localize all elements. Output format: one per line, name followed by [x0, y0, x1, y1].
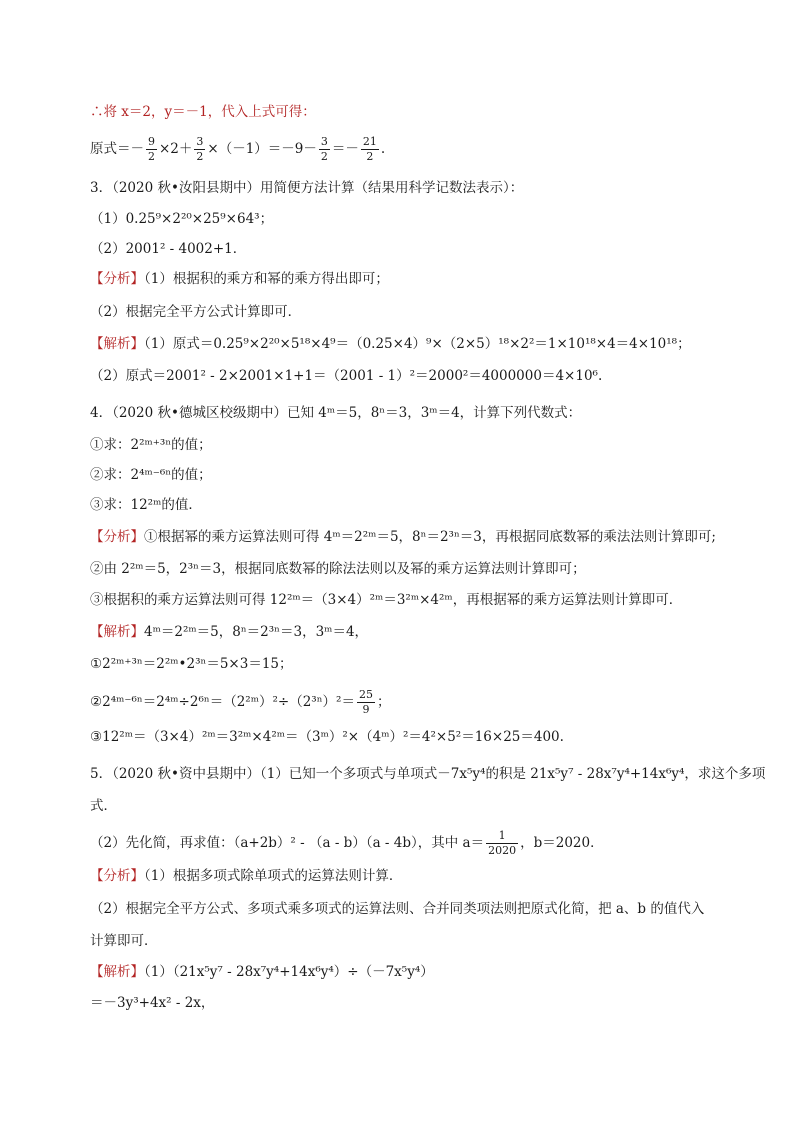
q3-header: 3．（2020 秋•汝阳县期中）用简便方法计算（结果用科学记数法表示）： — [90, 180, 524, 196]
q3-solution-1 — [90, 335, 691, 353]
substitute-line: ∴将 x＝2，y＝－1，代入上式可得： — [90, 104, 316, 120]
q3-analysis-2: （2）根据完全平方公式计算即可． — [90, 304, 302, 320]
q3-solution-2: （2）原式＝2001² - 2×2001×1+1＝（2001 - 1）²＝2000²＝4000000＝4×10⁶. — [90, 368, 603, 384]
solution-tag: 【解析】 — [90, 964, 144, 980]
q4-step-3: ③求：12²ᵐ的值． — [90, 497, 202, 513]
result-line — [90, 135, 385, 164]
q4-analysis-2: ②由 2²ᵐ＝5，2³ⁿ＝3，根据同底数幂的除法法则以及幂的乘方运算法则计算即可； — [90, 561, 586, 577]
fraction: $\frac{3}{2}$ — [196, 135, 204, 163]
q4-solution-0 — [90, 623, 368, 641]
solution-text: （1）（21x⁵y⁷ - 28x⁷y⁴+14x⁶y⁴）÷（－7x⁵y⁴） — [144, 964, 434, 980]
q4-solution-2 — [90, 688, 390, 717]
q5-analysis-1 — [90, 867, 402, 885]
fraction: $\frac{1}{2020}$ — [488, 829, 517, 857]
analysis-tag: 【分析】 — [90, 271, 144, 287]
result-text: ×（－1）＝－9－ — [207, 141, 317, 157]
analysis-tag: 【分析】 — [90, 868, 144, 884]
result-text: . — [380, 141, 386, 157]
q4-solution-3: ③12²ᵐ＝（3×4）²ᵐ＝3²ᵐ×4²ᵐ＝（3ᵐ）²×（4ᵐ）²＝4²×5²＝16×25＝400. — [90, 729, 564, 745]
solution-text: ； — [376, 694, 391, 710]
q5-header-cont: 式． — [90, 798, 117, 814]
solution-text: 4ᵐ＝2²ᵐ＝5，8ⁿ＝2³ⁿ＝3，3ᵐ＝4， — [144, 624, 369, 640]
q4-analysis-3: ③根据积的乘方运算法则可得 12²ᵐ＝（3×4）²ᵐ＝3²ᵐ×4²ᵐ，再根据幂的乘方运算法则计算即可． — [90, 592, 683, 608]
fraction: $\frac{21}{2}$ — [362, 135, 377, 163]
q5-analysis-2: （2）根据完全平方公式、多项式乘多项式的运算法则、合并同类项法则把原式化简，把 a、b 的值代入 — [90, 901, 705, 917]
solution-text: ②2⁴ᵐ⁻⁶ⁿ＝2⁴ᵐ÷2⁶ⁿ＝（2²ᵐ）²÷（2³ⁿ）²＝ — [90, 694, 355, 710]
fraction: $\frac{9}{2}$ — [148, 135, 155, 163]
part-text: （2）先化简，再求值：（a+2b）² - （a - b）（a - 4b），其中 a＝ — [90, 835, 485, 851]
q4-solution-1: ①2²ᵐ⁺³ⁿ＝2²ᵐ•2³ⁿ＝5×3＝15； — [90, 656, 293, 672]
q5-analysis-3: 计算即可． — [90, 933, 158, 949]
q4-step-1: ①求：2²ᵐ⁺³ⁿ的值； — [90, 437, 212, 453]
part-text: ，b＝2020． — [520, 835, 604, 851]
q4-header: 4．（2020 秋•德城区校级期中）已知 4ᵐ＝5，8ⁿ＝3，3ᵐ＝4，计算下列代数式： — [90, 405, 582, 421]
q3-part-2: （2）2001² - 4002+1． — [90, 241, 247, 257]
analysis-text: （1）根据积的乘方和幂的乘方得出即可； — [144, 271, 389, 287]
solution-text: （1）原式＝0.25⁹×2²⁰×5¹⁸×4⁹＝（0.25×4）⁹×（2×5）¹⁸×2²＝1×10¹⁸×4＝4×10¹⁸； — [144, 336, 691, 352]
analysis-text: ①根据幂的乘方运算法则可得 4ᵐ＝2²ᵐ＝5，8ⁿ＝2³ⁿ＝3，再根据同底数幂的乘法法则计算即可; — [144, 529, 716, 545]
q5-solution-1 — [90, 963, 434, 981]
analysis-text: （1）根据多项式除单项式的运算法则计算． — [144, 868, 403, 884]
q5-part-2 — [90, 829, 604, 858]
q5-header: 5．（2020 秋•资中县期中）（1）已知一个多项式与单项式－7x⁵y⁴的积是 21x⁵y⁷ - 28x⁷y⁴+14x⁶y⁴，求这个多项 — [90, 766, 766, 782]
fraction: $\frac{25}{9}$ — [358, 688, 373, 716]
q5-solution-2: ＝－3y³+4x² - 2x， — [90, 995, 215, 1011]
q3-part-1: （1）0.25⁹×2²⁰×25⁹×64³； — [90, 211, 274, 227]
result-text: ＝－ — [331, 141, 359, 157]
q3-analysis-1 — [90, 270, 389, 288]
result-text: ×2＋ — [159, 141, 193, 157]
q4-step-2: ②求：2⁴ᵐ⁻⁶ⁿ的值； — [90, 467, 212, 483]
solution-tag: 【解析】 — [90, 336, 144, 352]
fraction: $\frac{3}{2}$ — [320, 135, 328, 163]
q4-analysis-1 — [90, 528, 716, 546]
solution-tag: 【解析】 — [90, 624, 144, 640]
analysis-tag: 【分析】 — [90, 529, 144, 545]
result-prefix: 原式＝－ — [90, 141, 144, 157]
